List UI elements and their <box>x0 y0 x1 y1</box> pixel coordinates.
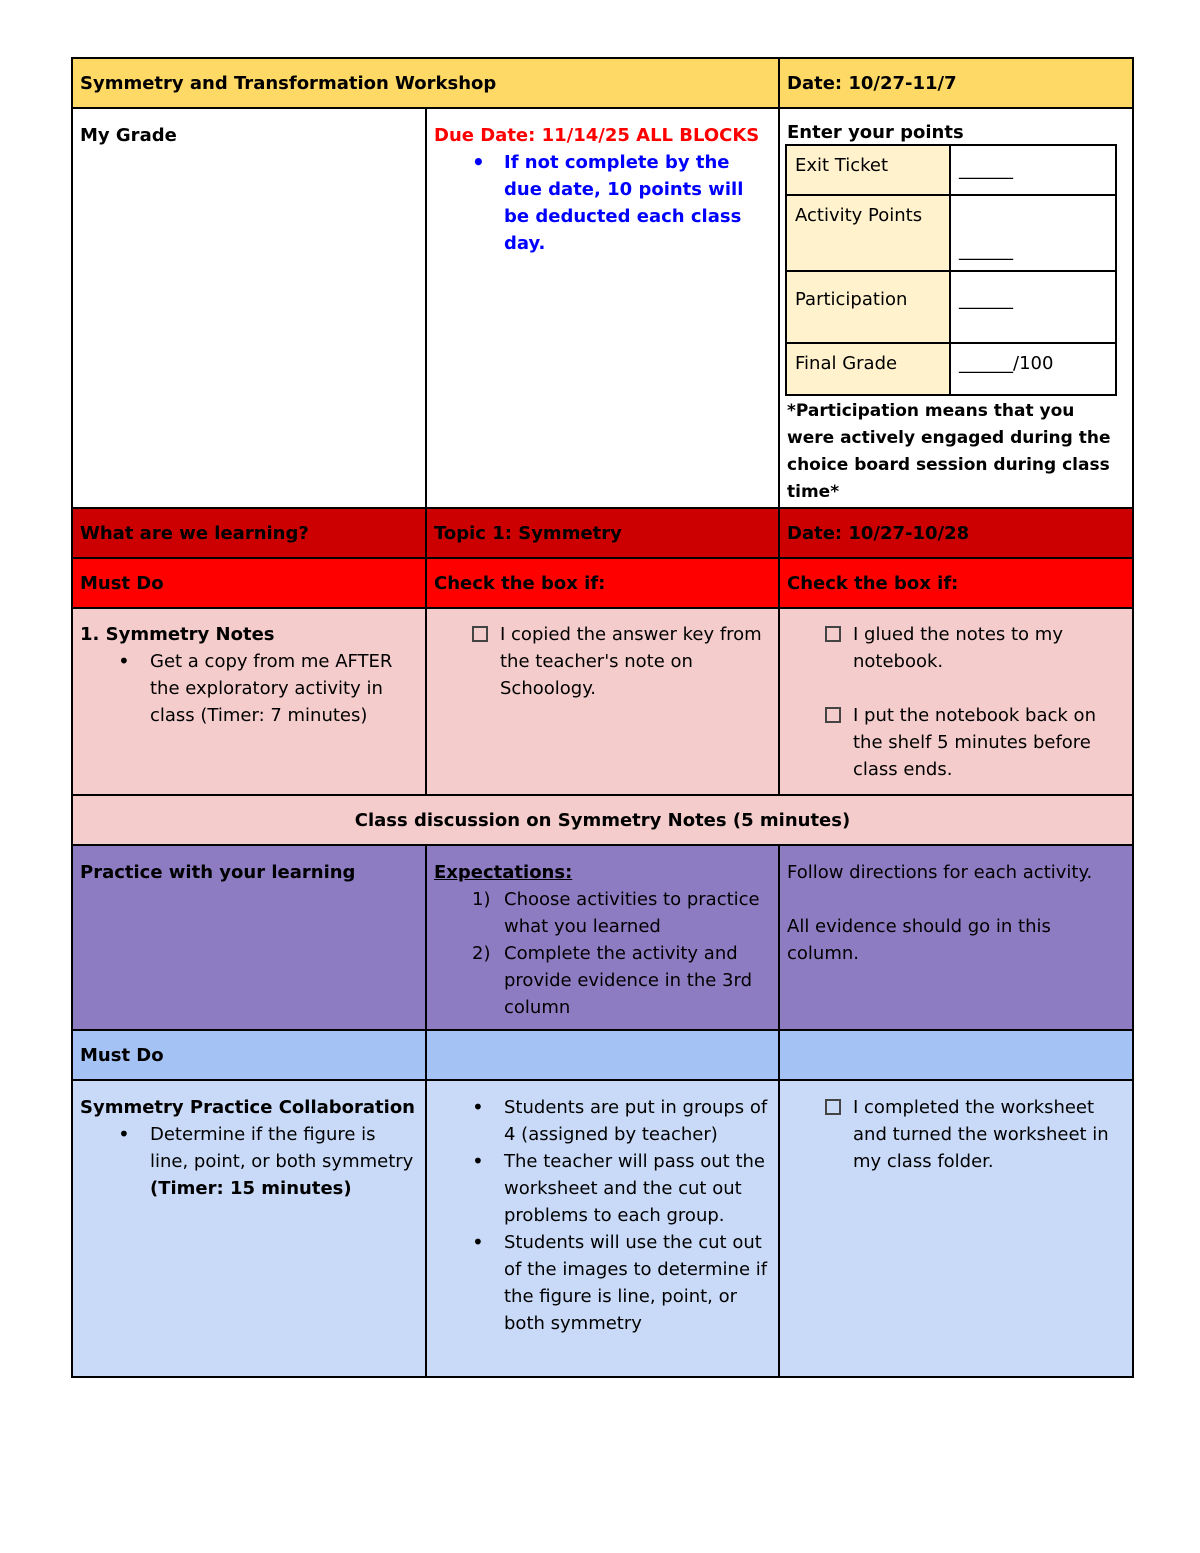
collab-title: Symmetry Practice Collaboration <box>80 1097 415 1118</box>
my-grade-cell <box>72 108 426 508</box>
notes-cell <box>72 608 426 795</box>
points-label: Participation <box>786 271 950 343</box>
points-table <box>785 144 1117 396</box>
due-date: Due Date: 11/14/25 ALL BLOCKS <box>434 125 760 146</box>
topic-date: Date: 10/27-10/28 <box>779 508 1133 558</box>
checkbox-label: I put the notebook back on the shelf 5 minutes before class ends. <box>853 705 1096 780</box>
collab-bullet-text: Determine if the figure is line, point, or both symmetry <box>150 1124 414 1172</box>
checkbox[interactable] <box>825 626 841 642</box>
collab-cell <box>72 1080 426 1377</box>
must-do-row-2 <box>72 1030 1133 1080</box>
must-do-label: Must Do <box>72 1030 426 1080</box>
title-row <box>72 58 1133 108</box>
item-number: 1) <box>472 889 491 910</box>
points-value[interactable]: ______ <box>950 195 1116 271</box>
item-number: 2) <box>472 943 491 964</box>
discussion-row <box>72 795 1133 845</box>
expectation-item <box>434 886 771 940</box>
collab-check-cell <box>779 1080 1133 1377</box>
collab-timer: (Timer: 15 minutes) <box>150 1178 352 1199</box>
topic-label: Topic 1: Symmetry <box>426 508 779 558</box>
expectation-item <box>434 940 771 1021</box>
directions-cell <box>779 845 1133 1030</box>
enter-points-label: Enter your points <box>787 122 964 143</box>
due-date-cell <box>426 108 779 508</box>
collab-step: • The teacher will pass out the worksheet and the cut out problems to each group. <box>434 1148 771 1229</box>
check-box-header: Check the box if: <box>426 558 779 608</box>
check-box-header: Check the box if: <box>779 558 1133 608</box>
checkbox-item[interactable] <box>825 621 1125 675</box>
points-cell <box>779 108 1133 508</box>
practice-row <box>72 845 1133 1030</box>
points-label: Final Grade <box>786 343 950 395</box>
workshop-title: Symmetry and Transformation Workshop <box>72 58 779 108</box>
grade-row <box>72 108 1133 508</box>
collab-step: • Students are put in groups of 4 (assigned by teacher) <box>434 1094 771 1148</box>
points-value[interactable]: ______ <box>950 145 1116 195</box>
notes-check-cell <box>779 608 1133 795</box>
must-do-label: Must Do <box>72 558 426 608</box>
checkbox-label: I copied the answer key from the teacher's note on Schoology. <box>500 624 762 699</box>
checkbox-item[interactable] <box>825 1094 1125 1175</box>
checkbox-label: I glued the notes to my notebook. <box>853 624 1063 672</box>
item-text: Complete the activity and provide evidence in the 3rd column <box>504 943 753 1018</box>
collab-step: • Students will use the cut out of the images to determine if the figure is line, point, or both symmetry <box>434 1229 771 1337</box>
participation-note: *Participation means that you were actively engaged during the choice board session during class time* <box>787 401 1111 502</box>
workshop-date: Date: 10/27-11/7 <box>779 58 1133 108</box>
my-grade-label: My Grade <box>80 125 177 146</box>
notes-row <box>72 608 1133 795</box>
checkbox[interactable] <box>825 707 841 723</box>
points-row-final-grade <box>786 343 1116 395</box>
points-row-participation <box>786 271 1116 343</box>
item-text: Choose activities to practice what you learned <box>504 889 760 937</box>
evidence-text: All evidence should go in this column. <box>787 916 1051 964</box>
points-value[interactable]: ______/100 <box>950 343 1116 395</box>
topic-row <box>72 508 1133 558</box>
discussion-label: Class discussion on Symmetry Notes (5 minutes) <box>72 795 1133 845</box>
notes-check-cell <box>426 608 779 795</box>
expectations-cell <box>426 845 779 1030</box>
notes-title: 1. Symmetry Notes <box>80 624 275 645</box>
expectations-label: Expectations: <box>434 862 573 883</box>
notes-bullet: • Get a copy from me AFTER the exploratory activity in class (Timer: 7 minutes) <box>80 648 418 729</box>
workshop-table <box>71 57 1134 1378</box>
learning-label: What are we learning? <box>72 508 426 558</box>
collab-row <box>72 1080 1133 1377</box>
due-note: • If not complete by the due date, 10 points will be deducted each class day. <box>434 149 771 257</box>
directions-text: Follow directions for each activity. <box>787 862 1093 883</box>
checkbox[interactable] <box>825 1099 841 1115</box>
checkbox-label: I completed the worksheet and turned the worksheet in my class folder. <box>853 1097 1109 1172</box>
checkbox-item[interactable] <box>472 621 771 702</box>
points-value[interactable]: ______ <box>950 271 1116 343</box>
points-label: Exit Ticket <box>786 145 950 195</box>
empty-cell <box>779 1030 1133 1080</box>
checkbox-item[interactable] <box>825 702 1125 783</box>
points-row-activity <box>786 195 1116 271</box>
points-row-exit-ticket <box>786 145 1116 195</box>
practice-label: Practice with your learning <box>72 845 426 1030</box>
checkbox[interactable] <box>472 626 488 642</box>
points-label: Activity Points <box>786 195 950 271</box>
empty-cell <box>426 1030 779 1080</box>
collab-bullet <box>80 1121 418 1202</box>
collab-steps-cell <box>426 1080 779 1377</box>
must-do-row <box>72 558 1133 608</box>
